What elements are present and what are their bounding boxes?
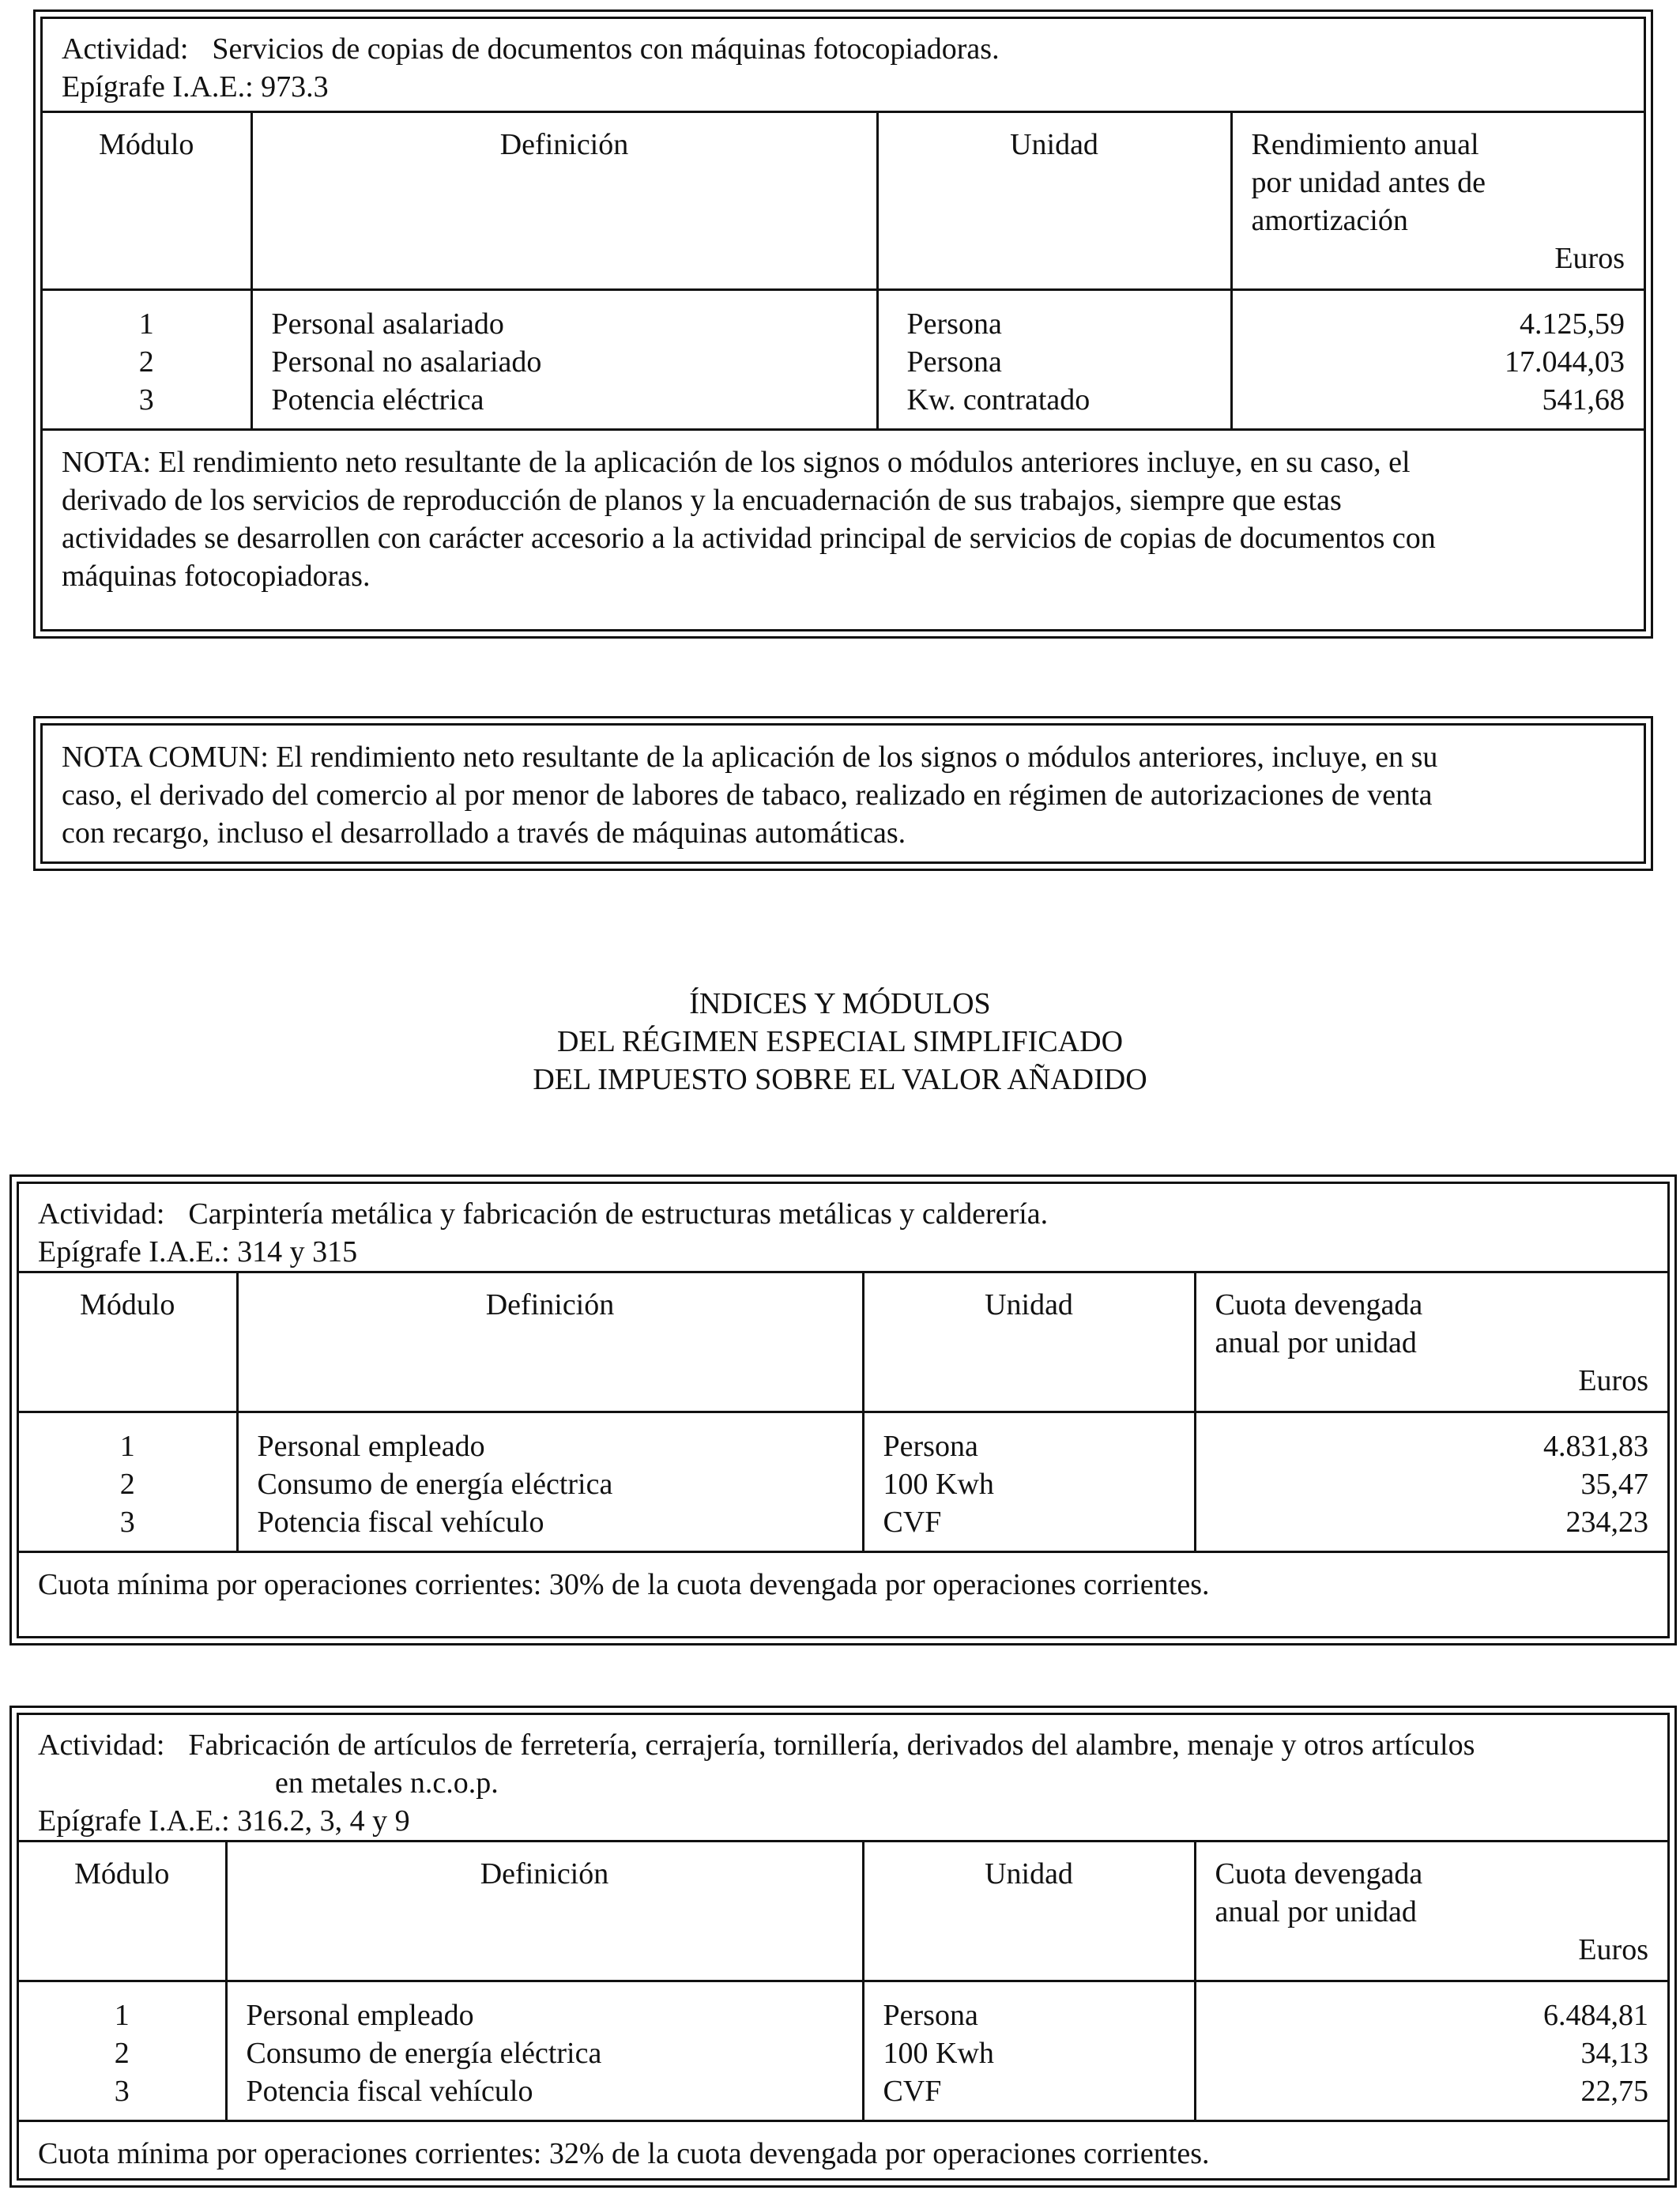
modules-table: [19, 1273, 1667, 1551]
module-unit: Persona: [883, 1430, 978, 1463]
activity-header: [19, 1184, 1667, 1273]
table-body: [19, 1412, 1667, 1551]
header-value-line: Cuota devengada: [1215, 1857, 1423, 1891]
header-currency: Euros: [1554, 242, 1625, 275]
module-definitions: [237, 1412, 863, 1551]
module-units: [863, 1412, 1195, 1551]
activity-header: [19, 1715, 1667, 1842]
module-unit: 100 Kwh: [883, 1468, 994, 1501]
note-line: máquinas fotocopiadoras.: [62, 560, 371, 593]
module-value: 4.125,59: [1520, 307, 1625, 341]
module-unit: 100 Kwh: [883, 2037, 994, 2070]
header-unidad: Unidad: [877, 113, 1231, 290]
modules-table: [43, 113, 1644, 428]
header-currency: Euros: [1578, 1364, 1648, 1397]
module-numbers: [43, 290, 251, 429]
note: [43, 428, 1644, 629]
module-definition: Personal empleado: [257, 1430, 485, 1463]
module-value: 4.831,83: [1543, 1430, 1648, 1463]
module-definition: Potencia fiscal vehículo: [257, 1506, 544, 1539]
header-currency: Euros: [1578, 1933, 1648, 1966]
module-value: 34,13: [1580, 2037, 1648, 2070]
module-values: [1195, 1981, 1667, 2120]
note-line: derivado de los servicios de reproducción de planos y la encuadernación de sus trabajos, siempre que estas: [62, 484, 1342, 517]
nota-comun-line: con recargo, incluso el desarrollado a través de máquinas automáticas.: [62, 816, 906, 850]
epigrafe: Epígrafe I.A.E.: 973.3: [62, 70, 329, 104]
header-definicion: Definición: [237, 1273, 863, 1412]
activity-label: Actividad:: [38, 1728, 165, 1762]
module-unit: CVF: [883, 2075, 942, 2108]
header-value-line: Rendimiento anual: [1251, 128, 1479, 161]
module-number: 1: [114, 1999, 130, 2032]
section-title-line: DEL RÉGIMEN ESPECIAL SIMPLIFICADO: [556, 1025, 1124, 1058]
module-definitions: [226, 1981, 863, 2120]
activity-label: Actividad:: [62, 32, 189, 66]
activity-text: Fabricación de artículos de ferretería, cerrajería, tornillería, derivados del alambre, menaje y otros artículos: [188, 1728, 1475, 1762]
nota-comun-line: NOTA COMUN: El rendimiento neto resultante de la aplicación de los signos o módulos anteriores, incluye, en su: [62, 741, 1438, 774]
activity-text-continuation: en metales n.c.o.p.: [275, 1766, 499, 1800]
section-title-line: ÍNDICES Y MÓDULOS: [689, 987, 991, 1020]
table-body: [19, 1981, 1667, 2120]
module-number: 1: [119, 1430, 135, 1463]
module-value: 17.044,03: [1505, 345, 1625, 379]
module-definition: Potencia eléctrica: [271, 383, 484, 417]
header-value-line: anual por unidad: [1215, 1895, 1417, 1928]
modules-table: [19, 1842, 1667, 2120]
header-definicion: Definición: [226, 1842, 863, 1981]
activity-block-fotocopias: [33, 9, 1653, 639]
module-unit: Persona: [883, 1999, 978, 2032]
module-number: 3: [119, 1506, 135, 1539]
module-unit: Persona: [906, 345, 1002, 379]
header-value: [1195, 1842, 1667, 1981]
module-number: 2: [138, 345, 154, 379]
activity-header: [43, 19, 1644, 113]
header-unidad: Unidad: [863, 1273, 1195, 1412]
header-value-line: por unidad antes de: [1251, 166, 1486, 199]
header-value-line: amortización: [1251, 204, 1408, 237]
module-value: 234,23: [1565, 1506, 1648, 1539]
footer-note: Cuota mínima por operaciones corrientes: 32% de la cuota devengada por operaciones corrientes.: [19, 2120, 1667, 2181]
module-value: 6.484,81: [1543, 1999, 1648, 2032]
header-modulo: Módulo: [19, 1273, 237, 1412]
module-definition: Personal asalariado: [271, 307, 504, 341]
nota-comun-line: caso, el derivado del comercio al por menor de labores de tabaco, realizado en régimen de autorizaciones de venta: [62, 778, 1433, 812]
module-unit: CVF: [883, 1506, 942, 1539]
activity-block-ferreteria: [9, 1706, 1677, 2188]
module-number: 2: [114, 2037, 130, 2070]
footer-note: Cuota mínima por operaciones corrientes: 30% de la cuota devengada por operaciones corrientes.: [19, 1551, 1667, 1636]
module-values: [1231, 290, 1644, 429]
activity-label: Actividad:: [38, 1197, 165, 1231]
header-definicion: Definición: [251, 113, 877, 290]
module-definitions: [251, 290, 877, 429]
module-definition: Potencia fiscal vehículo: [246, 2075, 533, 2108]
table-header-row: [19, 1842, 1667, 1981]
module-number: 1: [138, 307, 154, 341]
epigrafe: Epígrafe I.A.E.: 314 y 315: [38, 1235, 358, 1269]
nota-comun: [43, 726, 1644, 865]
module-units: [863, 1981, 1195, 2120]
header-unidad: Unidad: [863, 1842, 1195, 1981]
module-value: 541,68: [1542, 383, 1625, 417]
module-definition: Personal no asalariado: [271, 345, 542, 379]
epigrafe: Epígrafe I.A.E.: 316.2, 3, 4 y 9: [38, 1804, 410, 1838]
activity-text: Servicios de copias de documentos con máquinas fotocopiadoras.: [212, 32, 1000, 66]
table-header-row: [19, 1273, 1667, 1412]
module-units: [877, 290, 1231, 429]
header-modulo: Módulo: [43, 113, 251, 290]
table-body: [43, 290, 1644, 429]
module-definition: Consumo de energía eléctrica: [257, 1468, 613, 1501]
module-definition: Personal empleado: [246, 1999, 474, 2032]
header-modulo: Módulo: [19, 1842, 226, 1981]
header-value: [1231, 113, 1644, 290]
header-value: [1195, 1273, 1667, 1412]
activity-text: Carpintería metálica y fabricación de estructuras metálicas y calderería.: [188, 1197, 1049, 1231]
module-definition: Consumo de energía eléctrica: [246, 2037, 602, 2070]
module-value: 35,47: [1580, 1468, 1648, 1501]
module-value: 22,75: [1580, 2075, 1648, 2108]
activity-block-carpinteria: [9, 1174, 1677, 1646]
module-number: 3: [114, 2075, 130, 2108]
section-title: [0, 985, 1680, 1099]
module-values: [1195, 1412, 1667, 1551]
table-header-row: [43, 113, 1644, 290]
module-numbers: [19, 1981, 226, 2120]
header-value-line: anual por unidad: [1215, 1326, 1417, 1359]
module-unit: Kw. contratado: [906, 383, 1090, 417]
module-number: 3: [138, 383, 154, 417]
note-line: actividades se desarrollen con carácter accesorio a la actividad principal de servicios de copias de documentos con: [62, 522, 1436, 555]
module-number: 2: [119, 1468, 135, 1501]
note-line: NOTA: El rendimiento neto resultante de la aplicación de los signos o módulos anteriores incluye, en su caso, el: [62, 446, 1411, 479]
nota-comun-block: [33, 716, 1653, 871]
header-value-line: Cuota devengada: [1215, 1288, 1423, 1321]
section-title-line: DEL IMPUESTO SOBRE EL VALOR AÑADIDO: [533, 1063, 1147, 1096]
module-numbers: [19, 1412, 237, 1551]
module-unit: Persona: [906, 307, 1002, 341]
